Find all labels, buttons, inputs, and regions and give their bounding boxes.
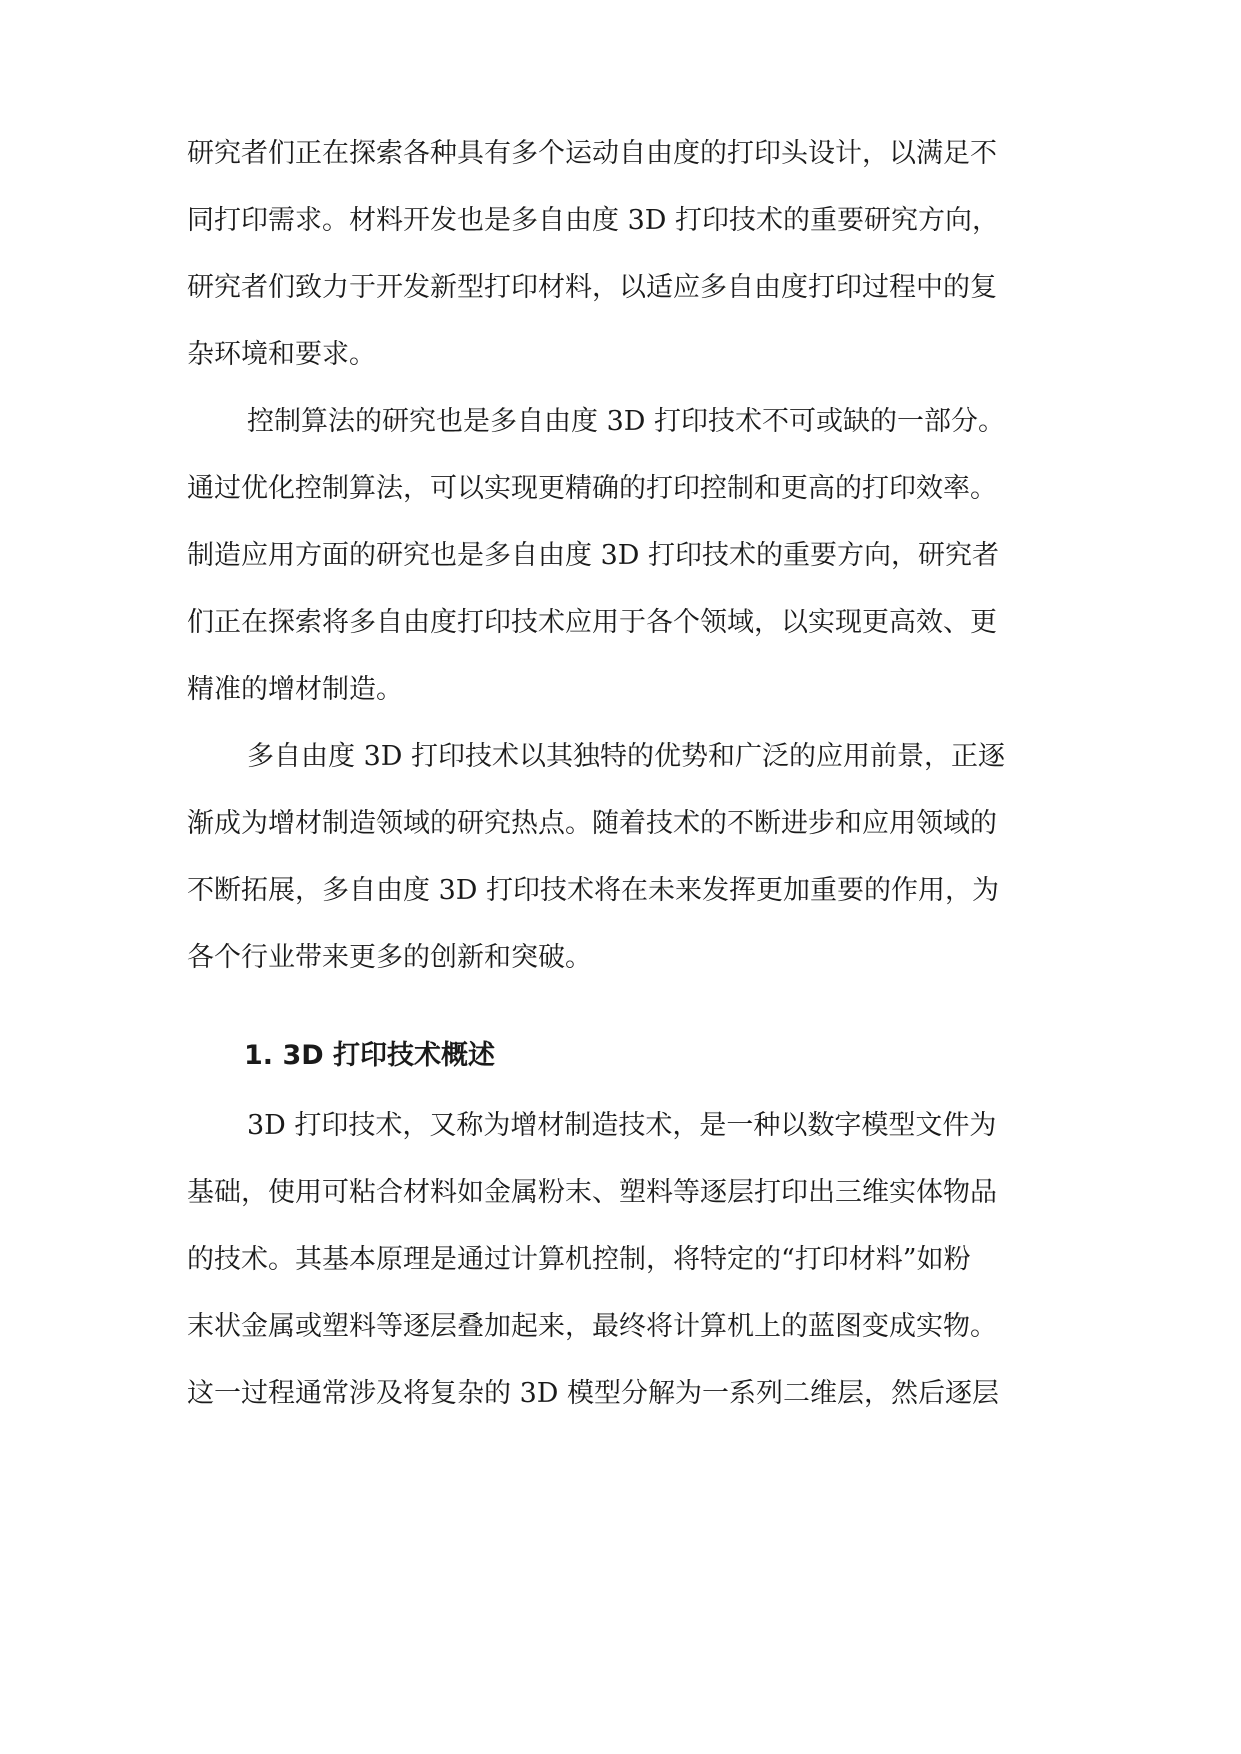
paragraph-line: 不断拓展，多自由度 3D 打印技术将在未来发挥更加重要的作用，为: [187, 875, 999, 906]
paragraph-first-line: 多自由度 3D 打印技术以其独特的优势和广泛的应用前景，正逐: [247, 741, 1005, 772]
paragraph-line: 的技术。其基本原理是通过计算机控制，将特定的“打印材料”如粉: [187, 1244, 971, 1275]
paragraph-line: 基础，使用可粘合材料如金属粉末、塑料等逐层打印出三维实体物品: [187, 1177, 997, 1208]
paragraph-line: 同打印需求。材料开发也是多自由度 3D 打印技术的重要研究方向，: [187, 205, 999, 236]
paragraph-line: 通过优化控制算法，可以实现更精确的打印控制和更高的打印效率。: [187, 473, 997, 504]
paragraph-line: 渐成为增材制造领域的研究热点。随着技术的不断进步和应用领域的: [187, 808, 997, 839]
paragraph-line: 制造应用方面的研究也是多自由度 3D 打印技术的重要方向，研究者: [187, 540, 999, 571]
paragraph-line: 研究者们正在探索各种具有多个运动自由度的打印头设计，以满足不: [187, 138, 997, 169]
paragraph-line: 精准的增材制造。: [187, 674, 403, 705]
section-heading: 1. 3D 打印技术概述: [244, 1040, 496, 1071]
paragraph-line: 们正在探索将多自由度打印技术应用于各个领域，以实现更高效、更: [187, 607, 997, 638]
paragraph-line: 末状金属或塑料等逐层叠加起来，最终将计算机上的蓝图变成实物。: [187, 1311, 997, 1342]
paragraph-line: 杂环境和要求。: [187, 339, 376, 370]
paragraph-line: 这一过程通常涉及将复杂的 3D 模型分解为一系列二维层，然后逐层: [187, 1378, 999, 1409]
paragraph-line: 各个行业带来更多的创新和突破。: [187, 942, 592, 973]
paragraph-first-line: 控制算法的研究也是多自由度 3D 打印技术不可或缺的一部分。: [247, 406, 1005, 437]
paragraph-first-line: 3D 打印技术，又称为增材制造技术，是一种以数字模型文件为: [247, 1110, 997, 1141]
paragraph-line: 研究者们致力于开发新型打印材料，以适应多自由度打印过程中的复: [187, 272, 997, 303]
